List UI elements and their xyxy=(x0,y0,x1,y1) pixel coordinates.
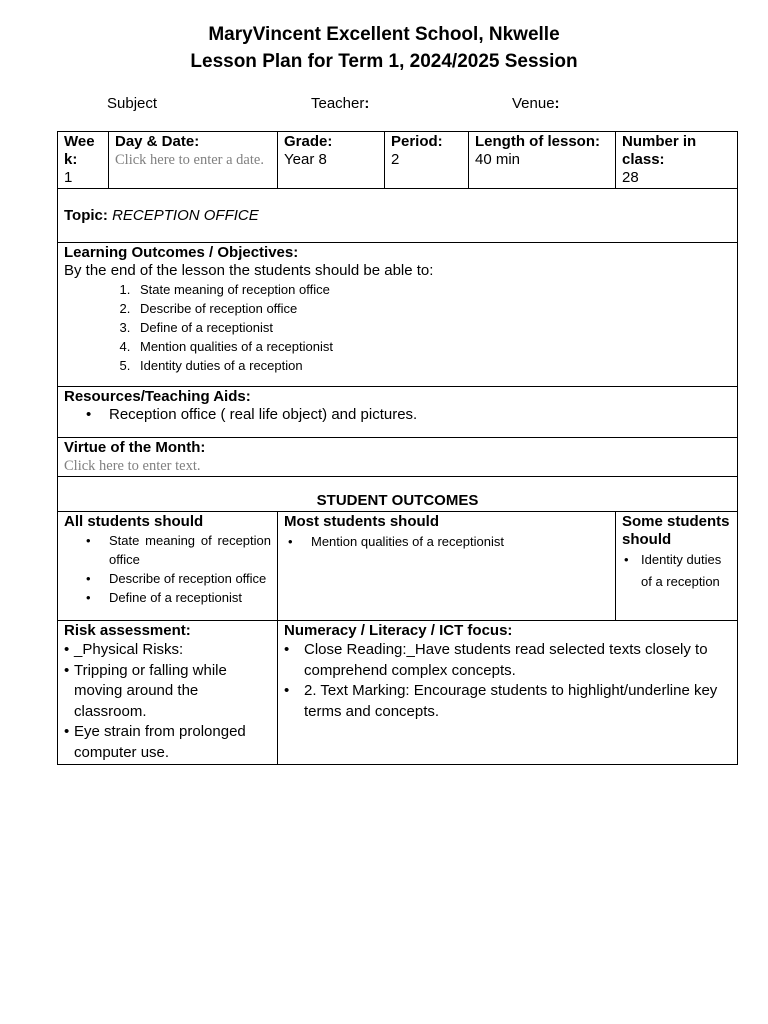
resources-row xyxy=(58,387,738,438)
risk-heading: Risk assessment: xyxy=(64,622,191,639)
risk-numeracy-row xyxy=(58,621,738,765)
topic-cell xyxy=(58,189,738,243)
teacher-label: Teacher: xyxy=(311,95,370,112)
most-students-heading: Most students should xyxy=(284,513,439,530)
numeracy-heading: Numeracy / Literacy / ICT focus: xyxy=(284,622,513,639)
list-item: 2. Describe of reception office xyxy=(134,299,731,318)
most-students-list xyxy=(284,531,555,553)
period-cell xyxy=(385,132,469,189)
topic-value: RECEPTION OFFICE xyxy=(112,206,259,224)
virtue-cell xyxy=(58,438,738,477)
virtue-text-field[interactable]: Click here to enter text. xyxy=(64,458,201,474)
topic-row xyxy=(58,189,738,243)
venue-label: Venue: xyxy=(512,95,560,112)
resources-list xyxy=(64,406,731,424)
student-outcomes-heading-row xyxy=(58,477,738,512)
length-label: Length of lesson: xyxy=(475,133,600,150)
list-item: 1. State meaning of reception office xyxy=(134,280,731,299)
grade-value: Year 8 xyxy=(284,151,327,168)
week-label: Wee k: xyxy=(64,133,95,168)
list-item: 5. Identity duties of a reception xyxy=(134,356,731,375)
most-students-cell xyxy=(278,512,616,621)
some-students-heading: Some students should xyxy=(622,513,730,548)
all-students-heading: All students should xyxy=(64,513,204,530)
date-picker[interactable]: Click here to enter a date. xyxy=(115,152,264,168)
all-students-list xyxy=(64,531,271,607)
some-students-cell xyxy=(616,512,738,621)
virtue-heading: Virtue of the Month: xyxy=(64,439,206,456)
date-label: Day & Date: xyxy=(115,133,200,150)
outcomes-row xyxy=(58,243,738,387)
student-outcomes-heading: STUDENT OUTCOMES xyxy=(58,477,738,512)
list-item: • 2. Text Marking: Encourage students to highlight/underline key terms and concepts. xyxy=(284,681,731,722)
class-size-label: Number in class: xyxy=(622,133,697,168)
week-cell xyxy=(58,132,109,189)
outcomes-list xyxy=(64,280,731,375)
some-students-list xyxy=(622,549,731,593)
lesson-plan-table xyxy=(57,131,738,765)
numeracy-list xyxy=(284,640,731,722)
class-size-cell xyxy=(616,132,738,189)
grade-label: Grade: xyxy=(284,133,333,150)
list-item: • Tripping or falling while moving around the classroom. xyxy=(64,661,271,723)
numeracy-cell xyxy=(278,621,738,765)
list-item: • Identity duties of a reception xyxy=(622,549,731,593)
period-value: 2 xyxy=(391,151,400,168)
list-item: 3. Define of a receptionist xyxy=(134,318,731,337)
date-cell xyxy=(109,132,278,189)
list-item: • Eye strain from prolonged computer use. xyxy=(64,722,271,763)
resources-heading: Resources/Teaching Aids: xyxy=(64,388,251,405)
info-row xyxy=(58,132,738,189)
student-outcomes-row xyxy=(58,512,738,621)
list-item: • Mention qualities of a receptionist xyxy=(286,531,555,553)
length-value: 40 min xyxy=(475,151,521,168)
list-item: 4. Mention qualities of a receptionist xyxy=(134,337,731,356)
risk-list xyxy=(64,640,271,763)
class-size-value: 28 xyxy=(622,169,639,186)
all-students-cell xyxy=(58,512,278,621)
virtue-row xyxy=(58,438,738,477)
school-title: MaryVincent Excellent School, Nkwelle xyxy=(208,24,560,45)
subject-label: Subject xyxy=(107,95,158,112)
lesson-plan-title: Lesson Plan for Term 1, 2024/2025 Session xyxy=(190,51,578,72)
outcomes-intro: By the end of the lesson the students should be able to: xyxy=(64,262,434,279)
list-item: • Reception office ( real life object) and pictures. xyxy=(84,406,731,424)
list-item: • Define of a receptionist xyxy=(84,588,271,607)
outcomes-cell xyxy=(58,243,738,387)
list-item: • _Physical Risks: xyxy=(64,640,271,661)
list-item: • State meaning of reception office xyxy=(84,531,271,569)
grade-cell xyxy=(278,132,385,189)
resources-cell xyxy=(58,387,738,438)
outcomes-heading: Learning Outcomes / Objectives: xyxy=(64,244,299,261)
week-value: 1 xyxy=(64,169,73,186)
period-label: Period: xyxy=(391,133,443,150)
risk-cell xyxy=(58,621,278,765)
topic-label: Topic: xyxy=(64,206,108,224)
list-item: • Describe of reception office xyxy=(84,569,271,588)
list-item: • Close Reading:_Have students read selected texts closely to comprehend complex concepts. xyxy=(284,640,731,681)
length-cell xyxy=(469,132,616,189)
